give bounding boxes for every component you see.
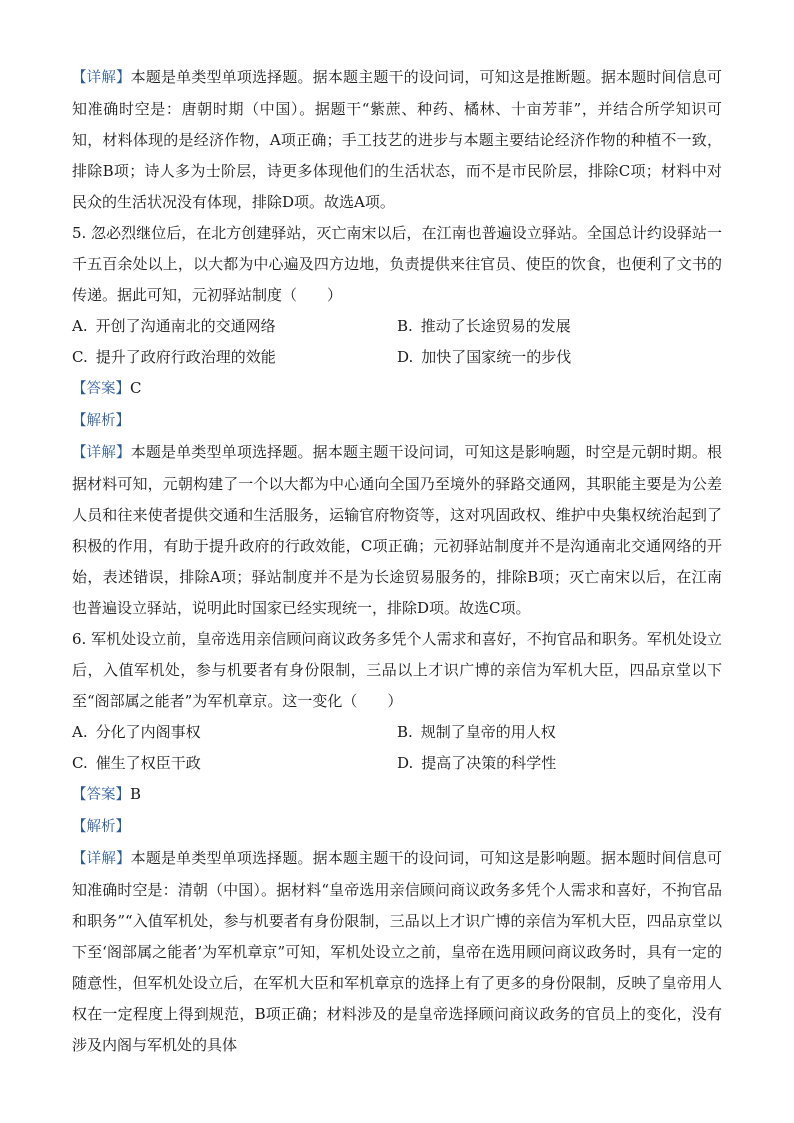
q6-analysis-heading <box>72 811 722 843</box>
detail-tag: 【详解】 <box>72 851 131 867</box>
prev-detail-text: 本题是单类型单项选择题。据本题主题干的设问词，可知这是推断题。据本题时间信息可知准确时空是：唐朝时期（中国）。据题干“紫蔗、种药、橘林、十亩芳菲”，并结合所学知识可知，材料体现的是经济作物，A项正确；手工技艺的进步与本题主要结论经济作物的种植不一致，排除B项；诗人多为士阶层，诗更多体现他们的生活状态，而不是市民阶层，排除C项；材料中对民众的生活状况没有体现，排除D项。故选A项。 <box>72 68 722 211</box>
q5-answer-value: C <box>130 379 142 397</box>
q5-option-a: A. 开创了沟通南北的交通网络 <box>72 317 276 335</box>
q6-option-b: B. 规制了皇帝的用人权 <box>397 723 556 741</box>
q5-detail-paragraph <box>72 437 722 624</box>
q5-stem: 5. 忽必烈继位后，在北方创建驿站，灭亡南宋以后，在江南也普遍设立驿站。全国总计约设驿站一千五百余处以上，以大都为中心遍及四方边地，负责提供来往官员、使臣的饮食，也便利了文书的传递。据此可知，元初驿站制度（ ） <box>72 224 722 304</box>
q5-analysis-heading <box>72 405 722 437</box>
q6-options-row-1 <box>72 717 722 748</box>
q5-option-c: C. 提升了政府行政治理的效能 <box>72 348 276 366</box>
detail-tag: 【详解】 <box>72 70 131 86</box>
q6-answer-value: B <box>130 785 142 803</box>
q5-options-row-1 <box>72 311 722 342</box>
analysis-tag: 【解析】 <box>72 819 130 835</box>
page-content <box>72 62 722 1061</box>
q6-options-row-2 <box>72 748 722 779</box>
analysis-tag: 【解析】 <box>72 413 130 429</box>
q6-answer <box>72 779 722 811</box>
prev-detail-paragraph <box>72 62 722 218</box>
q5-options-row-2 <box>72 342 722 373</box>
detail-tag: 【详解】 <box>72 445 131 461</box>
answer-tag: 【答案】 <box>72 381 130 397</box>
q5-option-b: B. 推动了长途贸易的发展 <box>397 317 571 335</box>
q6-stem: 6. 军机处设立前，皇帝选用亲信顾问商议政务多凭个人需求和喜好，不拘官品和职务。军机处设立后，入值军机处，参与机要者有身份限制，三品以上才识广博的亲信为军机大臣，四品京堂以下至“阁部属之能者”为军机章京。这一变化（ ） <box>72 630 722 710</box>
q6-option-d: D. 提高了决策的科学性 <box>397 754 557 772</box>
q6-option-a: A. 分化了内阁事权 <box>72 723 201 741</box>
q5-detail-text: 本题是单类型单项选择题。据本题主题干设问词，可知这是影响题，时空是元朝时期。根据材料可知，元朝构建了一个以大都为中心通向全国乃至境外的驿路交通网，其职能主要是为公差人员和往来使者提供交通和生活服务，运输官府物资等，这对巩固政权、维护中央集权统治起到了积极的作用，有助于提升政府的行政效能，C项正确；元初驿站制度并不是沟通南北交通网络的开始，表述错误，排除A项；驿站制度并不是为长途贸易服务的，排除B项；灭亡南宋以后，在江南也普遍设立驿站，说明此时国家已经实现统一，排除D项。故选C项。 <box>72 443 722 617</box>
q5-option-d: D. 加快了国家统一的步伐 <box>397 348 572 366</box>
q5-answer <box>72 373 722 405</box>
q6-option-c: C. 催生了权臣干政 <box>72 754 201 772</box>
q6-detail-paragraph <box>72 843 722 1061</box>
q6-detail-text: 本题是单类型单项选择题。据本题主题干的设问词，可知这是影响题。据本题时间信息可知准确时空是：清朝（中国）。据材料“皇帝选用亲信顾问商议政务多凭个人需求和喜好，不拘官品和职务”“入值军机处，参与机要者有身份限制，三品以上才识广博的亲信为军机大臣，四品京堂以下至‘阁部属之能者’为军机章京”可知，军机处设立之前，皇帝在选用顾问商议政务时，具有一定的随意性，但军机处设立后，在军机大臣和军机章京的选择上有了更多的身份限制，反映了皇帝用人权在一定程度上得到规范，B项正确；材料涉及的是皇帝选择顾问商议政务的官员上的变化，没有涉及内阁与军机处的具体 <box>72 849 722 1054</box>
answer-tag: 【答案】 <box>72 787 130 803</box>
